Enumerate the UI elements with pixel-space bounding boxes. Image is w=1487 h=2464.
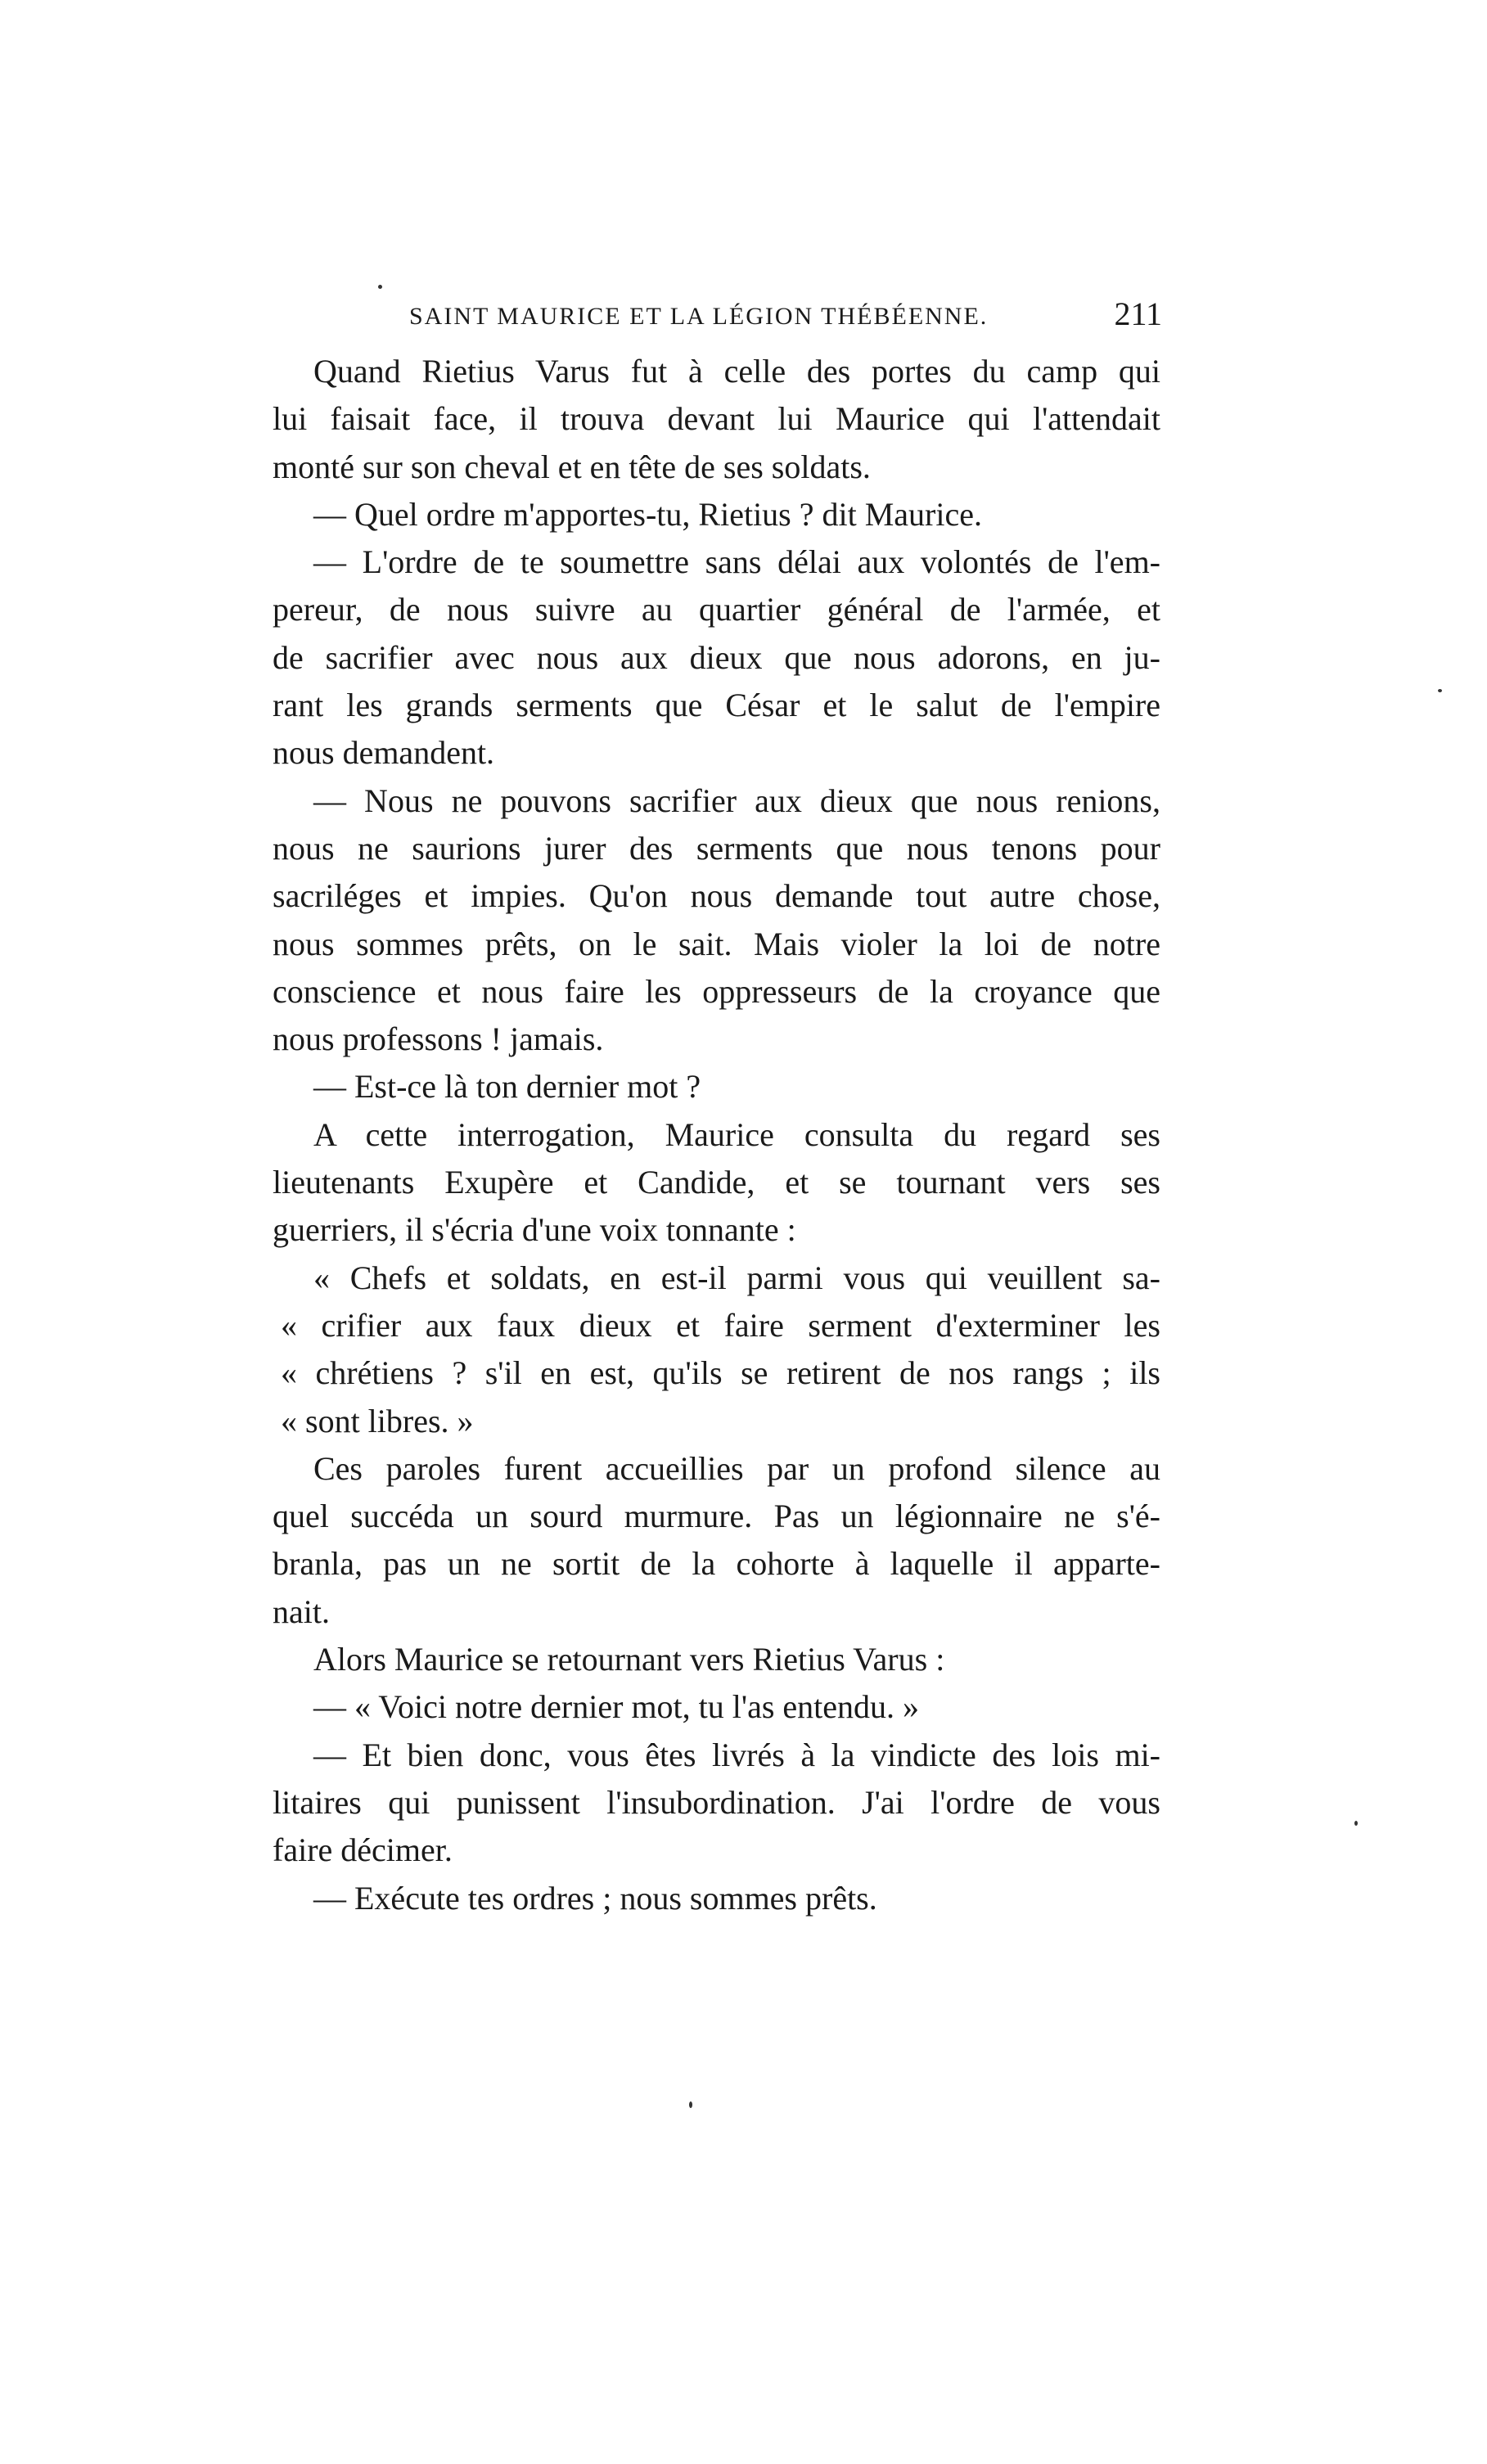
text-line: lui faisait face, il trouva devant lui Maurice qui l'attendait	[273, 400, 1160, 438]
text-line: de sacrifier avec nous aux dieux que nous adorons, en ju-	[273, 638, 1160, 676]
text-line: — Quel ordre m'apportes-tu, Rietius ? dit Maurice.	[313, 495, 982, 533]
text-line: A cette interrogation, Maurice consulta du regard ses	[313, 1115, 1160, 1153]
scan-speck	[689, 2101, 692, 2108]
text-line: branla, pas un ne sortit de la cohorte à laquelle il apparte-	[273, 1545, 1160, 1583]
text-line: — « Voici notre dernier mot, tu l'as entendu. »	[313, 1688, 920, 1726]
running-title: SAINT MAURICE ET LA LÉGION THÉBÉENNE.	[409, 303, 989, 330]
quote-line: « crifier aux faux dieux et faire serment d'exterminer les	[281, 1306, 1160, 1344]
quote-line: « sont libres. »	[281, 1402, 474, 1439]
text-line: lieutenants Exupère et Candide, et se tournant vers ses	[273, 1164, 1160, 1201]
text-line: conscience et nous faire les oppresseurs de la croyance que	[273, 972, 1160, 1010]
text-line: nous sommes prêts, on le sait. Mais violer la loi de notre	[273, 925, 1160, 962]
text-line: Ces paroles furent accueillies par un profond silence au	[313, 1449, 1160, 1487]
text-line: faire décimer.	[273, 1831, 453, 1869]
text-line: nous demandent.	[273, 734, 495, 772]
scan-speck	[378, 285, 382, 289]
page-header	[409, 295, 1162, 344]
page-number: 211	[1114, 295, 1162, 332]
text-line: Quand Rietius Varus fut à celle des portes du camp qui	[313, 353, 1160, 390]
text-line: nait.	[273, 1592, 330, 1630]
text-line: — Est-ce là ton dernier mot ?	[313, 1068, 701, 1106]
text-line: quel succéda un sourd murmure. Pas un légionnaire ne s'é-	[273, 1498, 1160, 1535]
text-line: Alors Maurice se retournant vers Rietius Varus :	[313, 1641, 945, 1678]
text-line: — Exécute tes ordres ; nous sommes prêts.	[313, 1879, 877, 1917]
body-text	[273, 348, 1160, 1922]
text-line: — Nous ne pouvons sacrifier aux dieux que nous renions,	[313, 782, 1160, 819]
scan-speck	[1354, 1821, 1358, 1826]
quote-line: « Chefs et soldats, en est-il parmi vous qui veuillent sa-	[313, 1259, 1160, 1296]
text-line: pereur, de nous suivre au quartier général de l'armée, et	[273, 591, 1160, 628]
text-line: — Et bien donc, vous êtes livrés à la vindicte des lois mi-	[313, 1736, 1160, 1773]
quote-line: « chrétiens ? s'il en est, qu'ils se retirent de nos rangs ; ils	[281, 1354, 1160, 1392]
scan-speck	[1438, 689, 1442, 692]
text-line: litaires qui punissent l'insubordination. J'ai l'ordre de vous	[273, 1783, 1160, 1821]
text-line: sacriléges et impies. Qu'on nous demande tout autre chose,	[273, 877, 1160, 915]
text-line: monté sur son cheval et en tête de ses soldats.	[273, 448, 871, 485]
text-line: guerriers, il s'écria d'une voix tonnante :	[273, 1211, 796, 1249]
text-line: — L'ordre de te soumettre sans délai aux volontés de l'em-	[313, 543, 1160, 581]
text-line: rant les grands serments que César et le salut de l'empire	[273, 687, 1160, 724]
text-line: nous ne saurions jurer des serments que nous tenons pour	[273, 829, 1160, 867]
text-line: nous professons ! jamais.	[273, 1020, 604, 1058]
